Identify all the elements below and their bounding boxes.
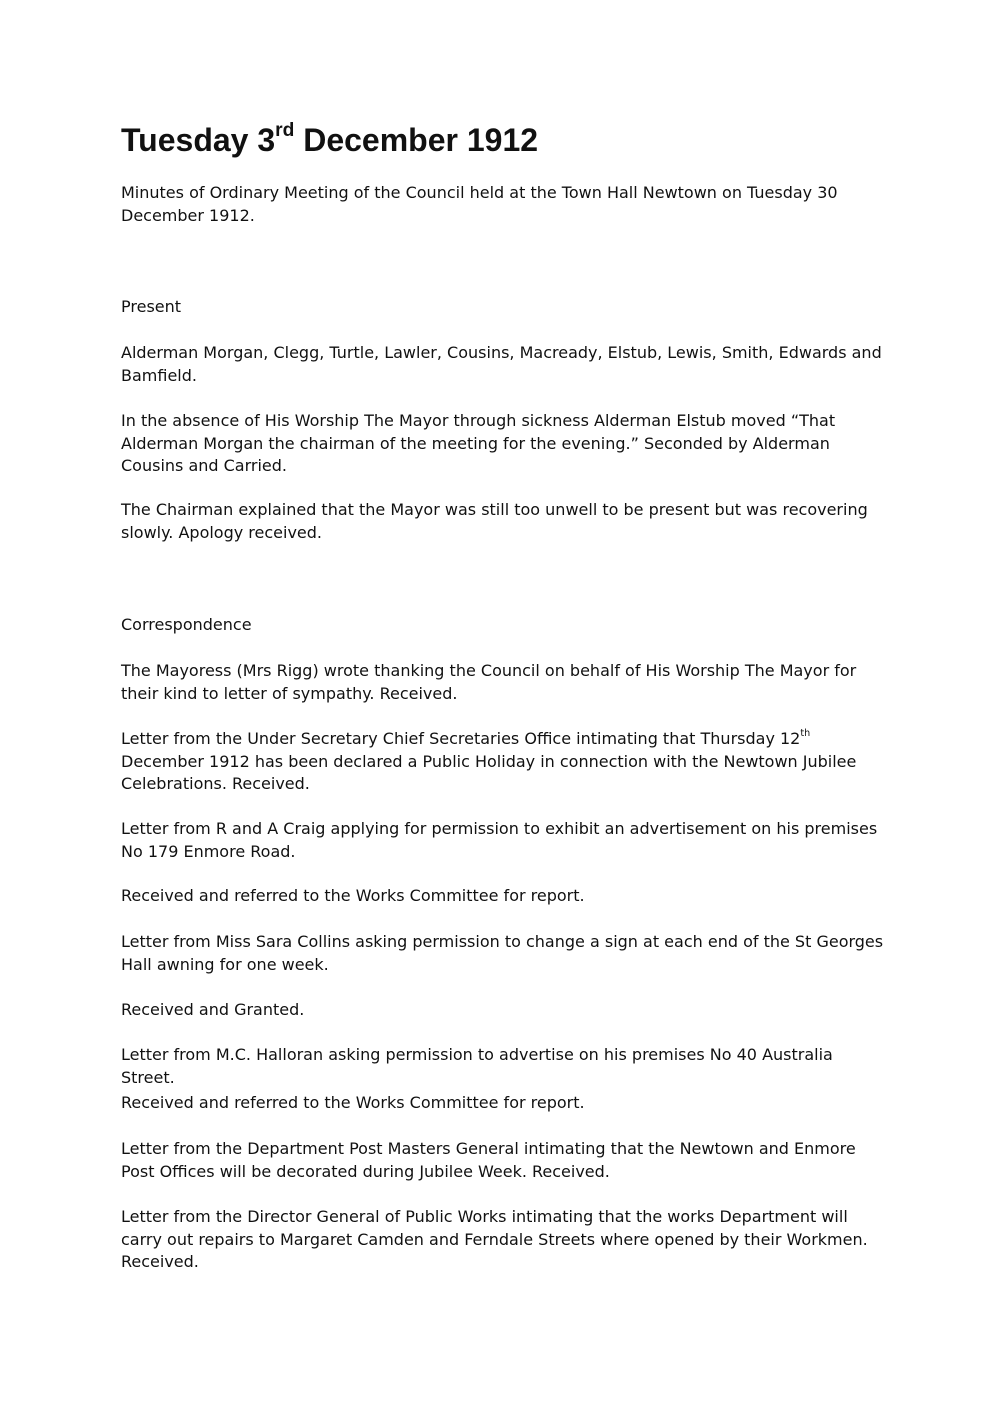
craig-letter-paragraph: Letter from R and A Craig applying for permission to exhibit an advertisement on his premises No 179 Enmore Road. [121,819,878,861]
collins-resolution-paragraph: Received and Granted. [121,1000,305,1019]
title-text: Tuesday 3 [121,122,276,158]
under-secretary-letter-text-rest: December 1912 has been declared a Public Holiday in connection with the Newtown Jubilee Celebrations. Received. [121,751,857,793]
mayoress-letter-paragraph: The Mayoress (Mrs Rigg) wrote thanking the Council on behalf of His Worship The Mayor for their kind to letter of sympathy. Received. [121,661,857,703]
correspondence-heading: Correspondence [121,615,252,634]
page-title [121,118,538,162]
present-list-paragraph: Alderman Morgan, Clegg, Turtle, Lawler, Cousins, Macready, Elstub, Lewis, Smith, Edwards and Bamfield. [121,343,882,385]
craig-resolution-paragraph: Received and referred to the Works Committee for report. [121,886,585,905]
under-secretary-letter-paragraph [121,728,891,796]
title-text-rest: December 1912 [294,122,539,158]
public-works-letter-paragraph: Letter from the Director General of Public Works intimating that the works Department will carry out repairs to Margaret Camden and Ferndale Streets where opened by their Workmen. Received. [121,1207,868,1271]
halloran-resolution-paragraph: Received and referred to the Works Committee for report. [121,1093,585,1112]
absence-motion-paragraph: In the absence of His Worship The Mayor through sickness Alderman Elstub moved “That Alderman Morgan the chairman of the meeting for the evening.” Seconded by Alderman Cousins and Carried. [121,411,836,475]
date-ordinal-suffix: th [800,728,811,740]
intro-paragraph: Minutes of Ordinary Meeting of the Council held at the Town Hall Newtown on Tuesday 30 December 1912. [121,183,838,225]
halloran-letter-paragraph: Letter from M.C. Halloran asking permission to advertise on his premises No 40 Australia Street. [121,1045,833,1087]
title-ordinal-suffix: rd [275,120,295,142]
present-heading: Present [121,297,182,316]
under-secretary-letter-text: Letter from the Under Secretary Chief Secretaries Office intimating that Thursday 12 [121,729,801,748]
post-masters-letter-paragraph: Letter from the Department Post Masters General intimating that the Newtown and Enmore Post Offices will be decorated during Jubilee Week. Received. [121,1139,856,1181]
chairman-note-paragraph: The Chairman explained that the Mayor was still too unwell to be present but was recovering slowly. Apology received. [121,500,868,542]
collins-letter-paragraph: Letter from Miss Sara Collins asking permission to change a sign at each end of the St Georges Hall awning for one week. [121,932,884,974]
